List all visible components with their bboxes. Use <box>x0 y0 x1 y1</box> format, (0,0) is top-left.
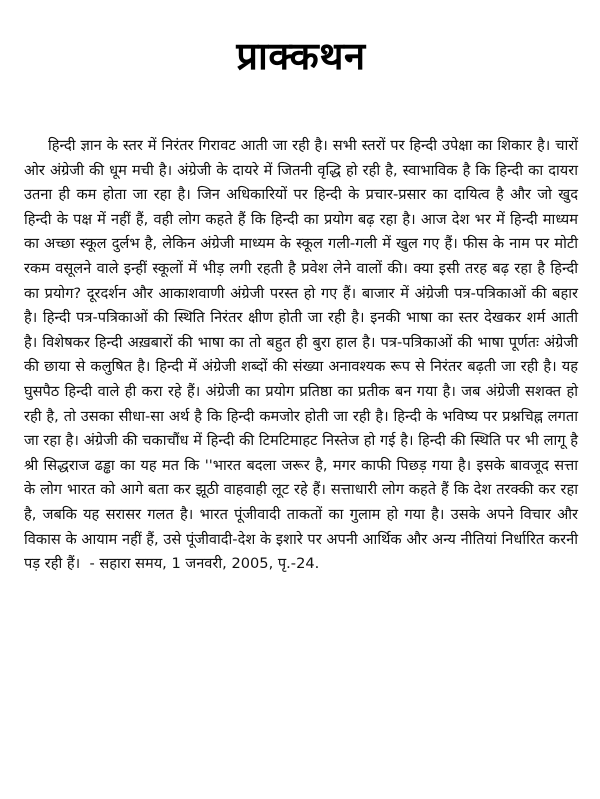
paragraph-text: हिन्दी ज्ञान के स्तर में निरंतर गिरावट आती जा रही है। सभी स्तरों पर हिन्दी उपेक्षा का शिकार है। चारों ओर अंग्रेजी की धूम मची है। अंग्रेजी के दायरे में जितनी वृद्धि हो रही है, स्वाभाविक है कि हिन्दी का दायरा उतना ही कम होता जा रहा है। जिन अधिकारियों पर हिन्दी के प्रचार-प्रसार का दायित्व है और जो खुद हिन्दी के पक्ष में नहीं हैं, वही लोग कहते हैं कि हिन्दी का प्रयोग बढ़ रहा है। आज देश भर में हिन्दी माध्यम का अच्छा स्कूल दुर्लभ है, लेकिन अंग्रेजी माध्यम के स्कूल गली-गली में खुल गए हैं। फीस के नाम पर मोटी रकम वसूलने वाले इन्हीं स्कूलों में भीड़ लगी रहती है प्रवेश लेने वालों की। क्या इसी तरह बढ़ रहा है हिन्दी का प्रयोग? दूरदर्शन और आकाशवाणी अंग्रेजी परस्त हो गए हैं। बाजार में अंग्रेजी पत्र-पत्रिकाओं की बहार है। हिन्दी पत्र-पत्रिकाओं की स्थिति निरंतर क्षीण होती जा रही है। इनकी भाषा का स्तर देखकर शर्म आती है। विशेषकर हिन्दी अख़बारों की भाषा का तो बहुत ही बुरा हाल है। पत्र-पत्रिकाओं की भाषा पूर्णतः अंग्रेजी की छाया से कलुषित है। हिन्दी में अंग्रेजी शब्दों की संख्या अनावश्यक रूप से निरंतर बढ़ती जा रही है। यह घुसपैठ हिन्दी वाले ही करा रहे हैं। अंग्रेजी का प्रयोग प्रतिष्ठा का प्रतीक बन गया है। जब अंग्रेजी सशक्त हो रही है, तो उसका सीधा-सा अर्थ है कि हिन्दी कमजोर होती जा रही है। हिन्दी के भविष्य पर प्रश्नचिह्न लगता जा रहा है। अंग्रेजी की चकाचौंध में हिन्दी की टिमटिमाहट निस्तेज हो गई है। हिन्दी की स्थिति पर भी लागू है श्री सिद्धराज ढड्ढा का यह मत कि ''भारत बदला जरूर है, मगर काफी पिछड़ गया है। इसके बावजूद सत्ता के लोग भारत को आगे बता कर झूठी वाहवाही लूट रहे हैं। सत्ताधारी लोग कहते हैं कि देश तरक्की कर रहा है, जबकि यह सरासर गलत है। भारत पूंजीवादी ताकतों का गुलाम हो गया है। उसके अपने विचार और विकास के आयाम नहीं हैं, उसे पूंजीवादी-देश के इशारे पर अपनी आर्थिक और अन्य नीतियां निर्धारित करनी पड़ रही हैं। <box>24 137 578 573</box>
page-title: प्राक्कथन <box>236 34 366 78</box>
body-paragraph <box>24 134 578 577</box>
source-citation: - सहारा समय, 1 जनवरी, 2005, पृ.-24. <box>89 555 320 573</box>
